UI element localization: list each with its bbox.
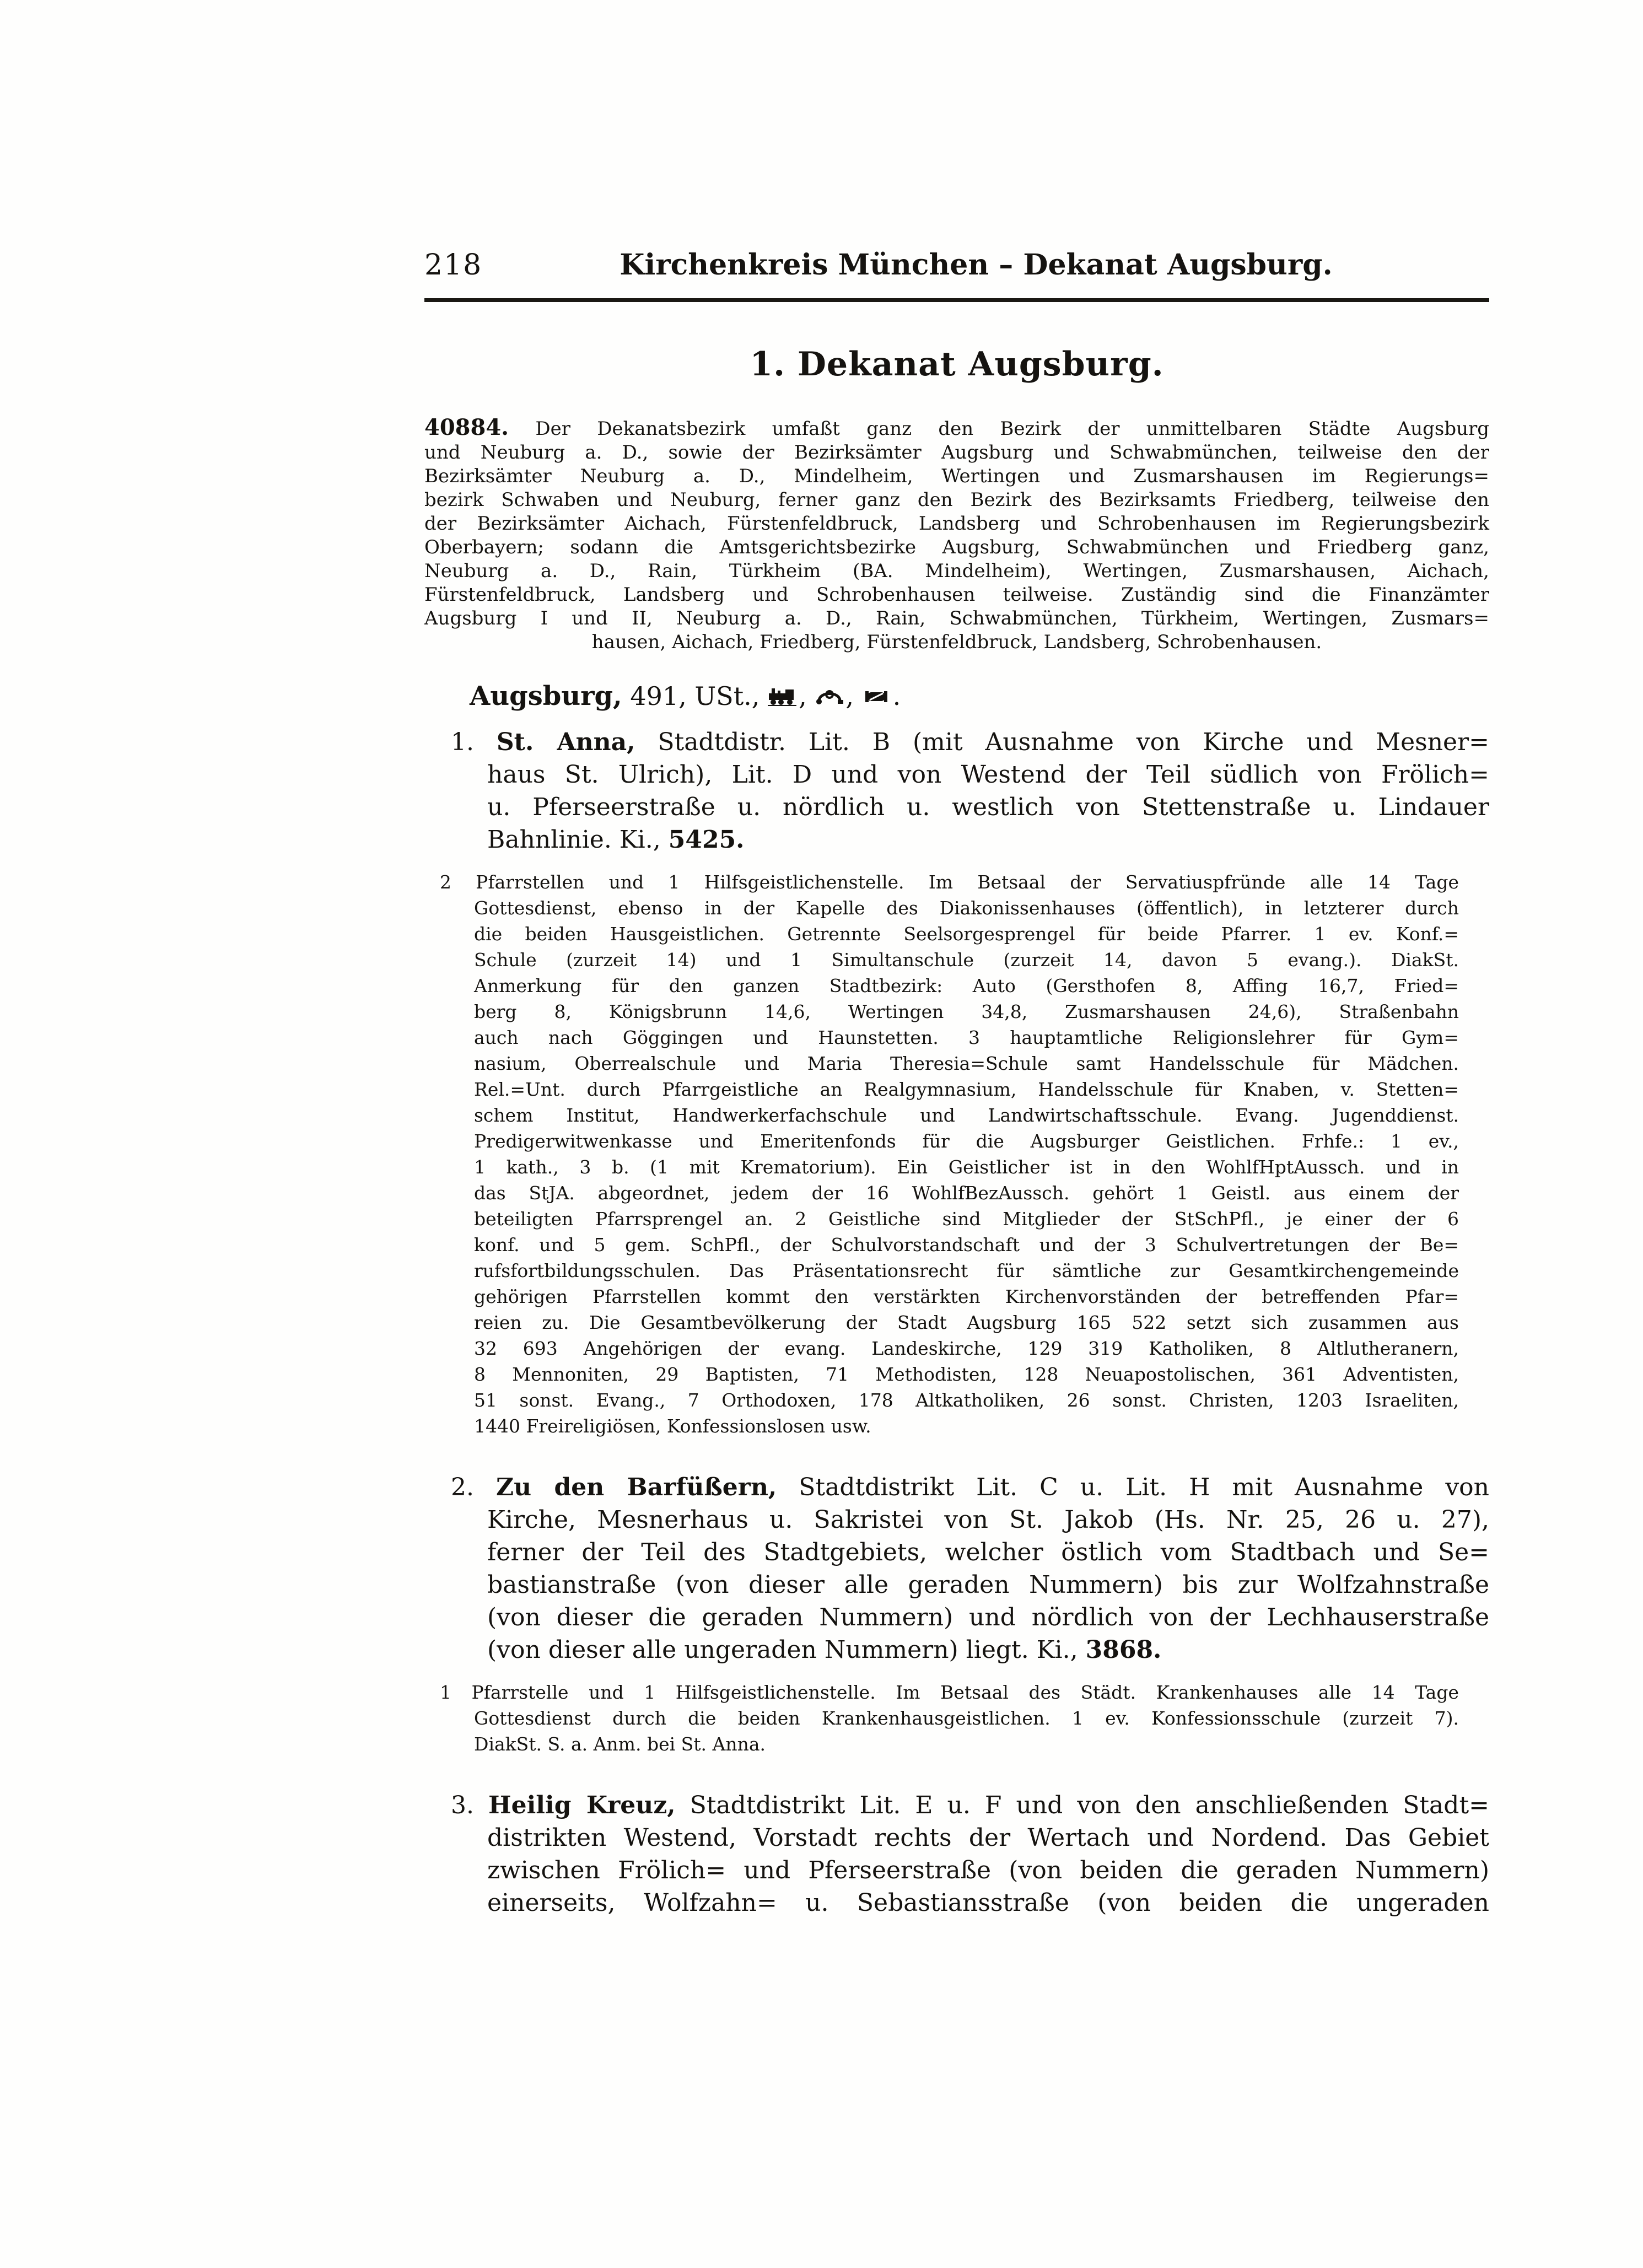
text-line: 2. Zu den Barfüßern, Stadtdistrikt Lit. C u. Lit. H mit Ausnahme von	[451, 1473, 1489, 1501]
text-line: ferner der Teil des Stadtgebiets, welcher östlich vom Stadtbach und Se=	[487, 1538, 1489, 1566]
text-line: 51 sonst. Evang., 7 Orthodoxen, 178 Altkatholiken, 26 sonst. Christen, 1203 Israeliten,	[474, 1389, 1459, 1411]
text-line: DiakSt. S. a. Anm. bei St. Anna.	[474, 1733, 766, 1755]
text-line: Fürstenfeldbruck, Landsberg und Schrobenhausen teilweise. Zuständig sind die Finanzämter	[424, 584, 1489, 606]
text-line: rufsfortbildungsschulen. Das Präsentationsrecht für sämtliche zur Gesamtkirchengemeinde	[474, 1260, 1459, 1281]
text-line: Augsburg I und II, Neuburg a. D., Rain, Schwabmünchen, Türkheim, Wertingen, Zusmars=	[424, 607, 1489, 629]
text-line: einerseits, Wolfzahn= u. Sebastiansstraße (von beiden die ungeraden	[487, 1889, 1489, 1917]
text-line: distrikten Westend, Vorstadt rechts der Wertach und Nordend. Das Gebiet	[487, 1824, 1489, 1852]
text-line: Gottesdienst durch die beiden Krankenhausgeistlichen. 1 ev. Konfessionsschule (zurzeit 7).	[474, 1707, 1459, 1729]
intro-paragraph	[424, 416, 1489, 654]
telegraph-icon	[862, 681, 893, 701]
page-number: 218	[424, 249, 483, 282]
text-line: u. Pferseerstraße u. nördlich u. westlich von Stettenstraße u. Lindauer	[487, 793, 1489, 821]
parish-entry-heilig-kreuz	[424, 1789, 1489, 1919]
page-header	[424, 248, 1489, 282]
text-line: 2 Pfarrstellen und 1 Hilfsgeistlichenstelle. Im Betsaal der Servatiuspfründe alle 14 Tage	[440, 871, 1459, 893]
text-line: 8 Mennoniten, 29 Baptisten, 71 Methodisten, 128 Neuapostolischen, 361 Adventisten,	[474, 1364, 1459, 1385]
text-line: berg 8, Königsbrunn 14,6, Wertingen 34,8, Zusmarshausen 24,6), Straßenbahn	[474, 1001, 1459, 1022]
text-line: Bezirksämter Neuburg a. D., Mindelheim, Wertingen und Zusmarshausen im Regierungs=	[424, 465, 1489, 487]
text-line: Kirche, Mesnerhaus u. Sakristei von St. Jakob (Hs. Nr. 25, 26 u. 27),	[487, 1506, 1489, 1534]
text-line: 1440 Freireligiösen, Konfessionslosen usw.	[474, 1415, 871, 1437]
text-line: konf. und 5 gem. SchPfl., der Schulvorstandschaft und der 3 Schulvertretungen der Be=	[474, 1234, 1459, 1256]
text-line: und Neuburg a. D., sowie der Bezirksämter Augsburg und Schwabmünchen, teilweise den der	[424, 441, 1489, 464]
text-line: 1 kath., 3 b. (1 mit Krematorium). Ein Geistlicher ist in den WohlfHptAussch. und in	[474, 1156, 1459, 1178]
text-line: auch nach Göggingen und Haunstetten. 3 hauptamtliche Religionslehrer für Gym=	[474, 1027, 1459, 1048]
city-line-terminator: .	[892, 681, 901, 711]
icon-separator: ,	[799, 681, 815, 711]
text-line: nasium, Oberrealschule und Maria Theresia=Schule samt Handelsschule für Mädchen.	[474, 1053, 1459, 1074]
text-line: Bahnlinie. Ki., 5425.	[487, 826, 745, 854]
text-line: haus St. Ulrich), Lit. D und von Westend der Teil südlich von Frölich=	[487, 761, 1489, 789]
text-line: Anmerkung für den ganzen Stadtbezirk: Auto (Gersthofen 8, Affing 16,7, Fried=	[474, 975, 1459, 996]
text-line: beteiligten Pfarrsprengel an. 2 Geistliche sind Mitglieder der StSchPfl., je einer der 6	[474, 1208, 1459, 1230]
icon-separator: ,	[845, 681, 862, 711]
text-line: Oberbayern; sodann die Amtsgerichtsbezirke Augsburg, Schwabmünchen und Friedberg ganz,	[424, 536, 1489, 558]
text-line: 3. Heilig Kreuz, Stadtdistrikt Lit. E u. F und von den anschließenden Stadt=	[451, 1791, 1489, 1819]
text-line: bezirk Schwaben und Neuburg, ferner ganz den Bezirk des Bezirksamts Friedberg, teilweise den	[424, 489, 1489, 511]
text-line: Schule (zurzeit 14) und 1 Simultanschule (zurzeit 14, davon 5 evang.). DiakSt.	[474, 949, 1459, 971]
text-line: 32 693 Angehörigen der evang. Landeskirche, 129 319 Katholiken, 8 Altlutheranern,	[474, 1338, 1459, 1359]
city-summary-line	[470, 680, 1489, 713]
text-line: 40884. Der Dekanatsbezirk umfaßt ganz den Bezirk der unmittelbaren Städte Augsburg	[424, 414, 1489, 440]
text-line: schem Institut, Handwerkerfachschule und Landwirtschaftsschule. Evang. Jugenddienst.	[474, 1105, 1459, 1126]
header-rule	[424, 298, 1489, 302]
text-line: hausen, Aichach, Friedberg, Fürstenfeldbruck, Landsberg, Schrobenhausen.	[591, 631, 1322, 653]
train-icon	[768, 681, 799, 701]
text-line: (von dieser die geraden Nummern) und nördlich von der Lechhauserstraße	[487, 1603, 1489, 1631]
text-line: Gottesdienst, ebenso in der Kapelle des Diakonissenhauses (öffentlich), in letzterer durch	[474, 897, 1459, 919]
text-line: 1. St. Anna, Stadtdistr. Lit. B (mit Ausnahme von Kirche und Mesner=	[451, 728, 1489, 756]
text-line: Predigerwitwenkasse und Emeritenfonds für die Augsburger Geistlichen. Frhfe.: 1 ev.,	[474, 1130, 1459, 1152]
text-line: reien zu. Die Gesamtbevölkerung der Stadt Augsburg 165 522 setzt sich zusammen aus	[474, 1312, 1459, 1333]
text-line: zwischen Frölich= und Pferseerstraße (von beiden die geraden Nummern)	[487, 1856, 1489, 1884]
section-heading: 1. Dekanat Augsburg.	[750, 345, 1164, 384]
text-line: Rel.=Unt. durch Pfarrgeistliche an Realgymnasium, Handelsschule für Knaben, v. Stetten=	[474, 1079, 1459, 1100]
posthorn-icon	[815, 681, 845, 701]
city-line-text: Augsburg, 491, USt.,	[470, 681, 768, 712]
running-title: Kirchenkreis München – Dekanat Augsburg.	[620, 248, 1333, 282]
text-column	[424, 248, 1489, 1919]
text-line: die beiden Hausgeistlichen. Getrennte Seelsorgesprengel für beide Pfarrer. 1 ev. Konf.=	[474, 923, 1459, 945]
text-line: bastianstraße (von dieser alle geraden Nummern) bis zur Wolfzahnstraße	[487, 1571, 1489, 1599]
text-line: (von dieser alle ungeraden Nummern) liegt. Ki., 3868.	[487, 1636, 1162, 1664]
parish-entry-barfuessern	[424, 1471, 1489, 1666]
note-barfuessern	[424, 1679, 1459, 1757]
text-line: 1 Pfarrstelle und 1 Hilfsgeistlichenstelle. Im Betsaal des Städt. Krankenhauses alle 14 Tage	[440, 1682, 1459, 1703]
note-st-anna	[424, 869, 1459, 1439]
text-line: der Bezirksämter Aichach, Fürstenfeldbruck, Landsberg und Schrobenhausen im Regierungsbezirk	[424, 513, 1489, 535]
text-line: das StJA. abgeordnet, jedem der 16 WohlfBezAussch. gehört 1 Geistl. aus einem der	[474, 1182, 1459, 1204]
parish-entry-st-anna	[424, 726, 1489, 856]
text-line: gehörigen Pfarrstellen kommt den verstärkten Kirchenvorständen der betreffenden Pfar=	[474, 1286, 1459, 1307]
text-line: Neuburg a. D., Rain, Türkheim (BA. Mindelheim), Wertingen, Zusmarshausen, Aichach,	[424, 560, 1489, 582]
